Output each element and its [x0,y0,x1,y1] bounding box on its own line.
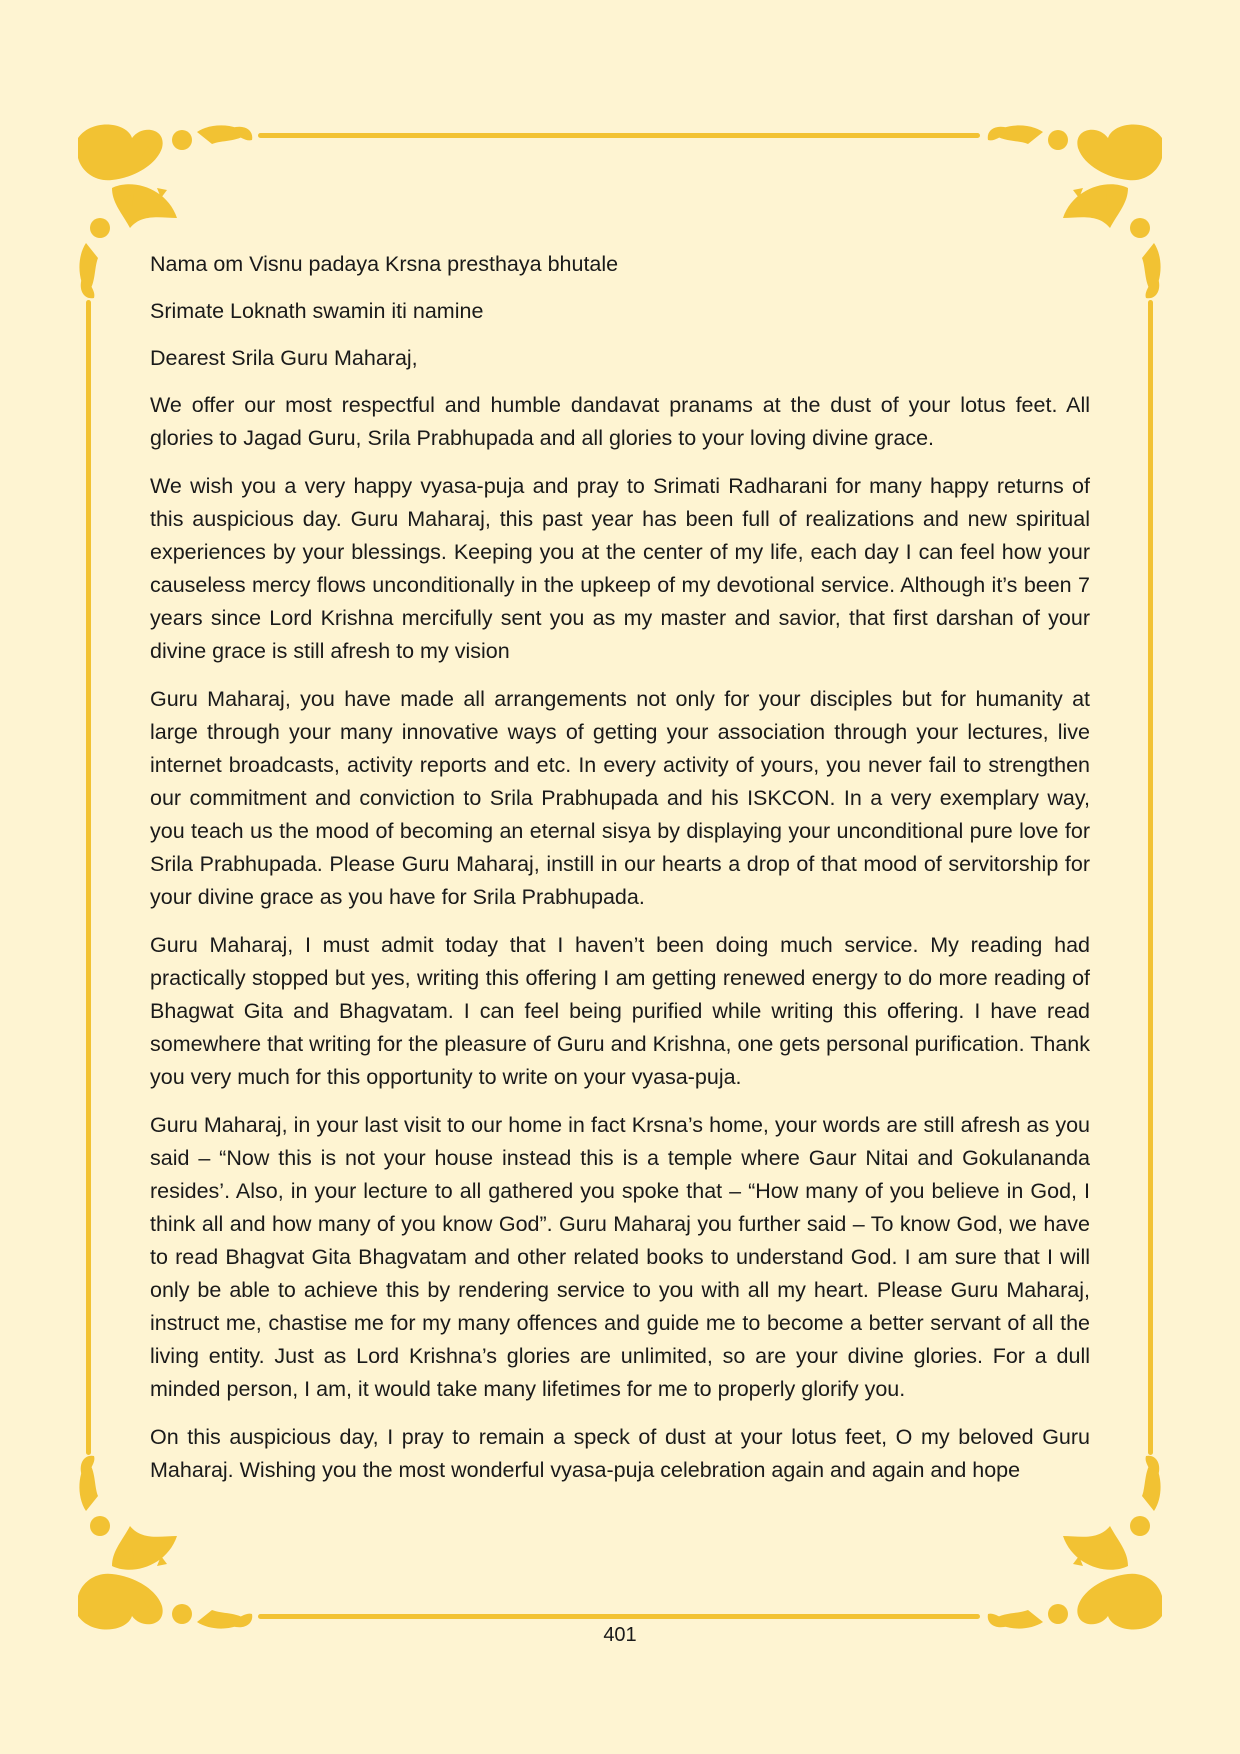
paragraph: Guru Maharaj, I must admit today that I haven’t been doing much service. My reading had practically stopped but yes, writing this offering I am getting renewed energy to do more reading of Bhagwat Gita and Bhagvatam. I can feel being purified while writing this offering. I have read somewhere that writing for the pleasure of Guru and Krishna, one gets personal purification. Thank you very much for this opportunity to write on your vyasa-puja. [150,933,1090,1089]
greeting: Dearest Srila Guru Maharaj, [150,346,418,370]
paragraph: We offer our most respectful and humble dandavat pranams at the dust of your lotus feet. All glories to Jagad Guru, Srila Prabhupada and all glories to your loving divine grace. [150,393,1090,450]
border-bottom-line [258,1614,980,1619]
border-left-line [86,300,91,1455]
page-number: 401 [603,1624,637,1646]
invocation-line-2: Srimate Loknath swamin iti namine [150,299,484,323]
paragraph: Guru Maharaj, in your last visit to our home in fact Krsna’s home, your words are still afresh as you said – “Now this is not your house instead this is a temple where Gaur Nitai and Gokulananda resides’. Also, in your lecture to all gathered you spoke that – “How many of you believe in God, I think all and how many of you know God”. Guru Maharaj you further said – To know God, we have to read Bhagvat Gita Bhagvatam and other related books to understand God. I am sure that I will only be able to achieve this by rendering service to you with all my heart. Please Guru Maharaj, instruct me, chastise me for my many offences and guide me to become a better servant of all the living entity. Just as Lord Krishna’s glories are unlimited, so are your divine glories. For a dull minded person, I am, it would take many lifetimes for me to properly glorify you. [150,1113,1090,1401]
paragraph: We wish you a very happy vyasa-puja and pray to Srimati Radharani for many happy returns of this auspicious day. Guru Maharaj, this past year has been full of realizations and new spiritual experiences by your blessings. Keeping you at the center of my life, each day I can feel how your causeless mercy flows unconditionally in the upkeep of my devotional service. Although it’s been 7 years since Lord Krishna mercifully sent you as my master and savior, that first darshan of your divine grace is still afresh to my vision [150,474,1090,663]
letter-body [150,248,1090,1502]
border-top-line [258,133,980,138]
paragraph: On this auspicious day, I pray to remain a speck of dust at your lotus feet, O my beloved Guru Maharaj. Wishing you the most wonderful vyasa-puja celebration again and again and hope [150,1425,1090,1482]
border-right-line [1148,300,1153,1455]
invocation-line-1: Nama om Visnu padaya Krsna presthaya bhutale [150,252,619,276]
paragraph: Guru Maharaj, you have made all arrangements not only for your disciples but for humanity at large through your many innovative ways of getting your association through your lectures, live internet broadcasts, activity reports and etc. In every activity of yours, you never fail to strengthen our commitment and conviction to Srila Prabhupada and his ISKCON. In a very exemplary way, you teach us the mood of becoming an eternal sisya by displaying your unconditional pure love for Srila Prabhupada. Please Guru Maharaj, instill in our hearts a drop of that mood of servitorship for your divine grace as you have for Srila Prabhupada. [150,687,1090,909]
